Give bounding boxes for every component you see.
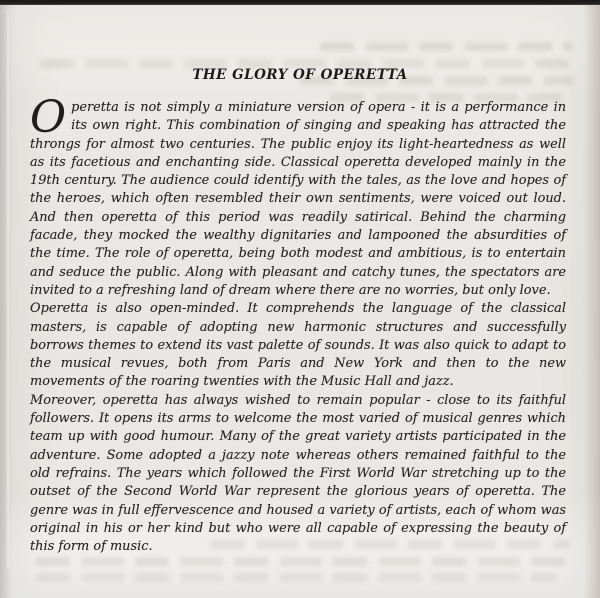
article-body — [30, 92, 566, 556]
bleed-through-line — [320, 42, 572, 51]
page-title: THE GLORY OF OPERETTA — [192, 67, 408, 84]
drop-cap-letter: O — [30, 92, 67, 143]
page-top-black-strip — [0, 0, 600, 5]
page-left-edge-highlight — [7, 10, 9, 570]
paragraph — [30, 92, 566, 300]
bleed-through-line — [36, 557, 572, 566]
page-left-edge-shadow — [0, 5, 12, 598]
paragraph-text: peretta is not simply a miniature version of opera - it is a performance in its own right. This combination of singing and speaking has attracted the throngs for almost two centuries. The public enjoy its light-heartedness as well as its facetious and enchanting side. Classical operetta developed mainly in the 19th century. The audience could identify with the tales, as the love and hopes of the heroes, which often resembled their own sentiments, were voiced out loud. And then operetta of this period was readily satirical. Behind the charming facade, they mocked the wealthy dignitaries and lampooned the absurdities of the time. The role of operetta, being both modest and ambitious, is to entertain and seduce the public. Along with pleasant and catchy tunes, the spectators are invited to a refreshing land of dream where there are no worries, but only love. — [30, 100, 566, 298]
page-right-edge-shadow — [584, 5, 600, 598]
bleed-through-line — [36, 573, 556, 582]
paragraph: Operetta is also open-minded. It comprehends the language of the classical masters, is capable of adopting new harmonic structures and successfully borrows themes to extend its vast palette of sounds. It was also quick to adapt to the musical revues, both from Paris and New York and then to the new movements of the roaring twenties with the Music Hall and jazz. — [30, 301, 566, 390]
paragraph: Moreover, operetta has always wished to remain popular - close to its faithful followers. It opens its arms to welcome the most varied of musical genres which team up with good humour. Many of the great variety artists participated in the adventure. Some adopted a jazzy note whereas others remained faithful to the old refrains. The years which followed the First World War stretching up to the outset of the Second World War represent the glorious years of operetta. The genre was in full effervescence and housed a variety of artists, each of whom was original in his or her kind but who were all capable of expressing the beauty of this form of music. — [30, 392, 566, 555]
